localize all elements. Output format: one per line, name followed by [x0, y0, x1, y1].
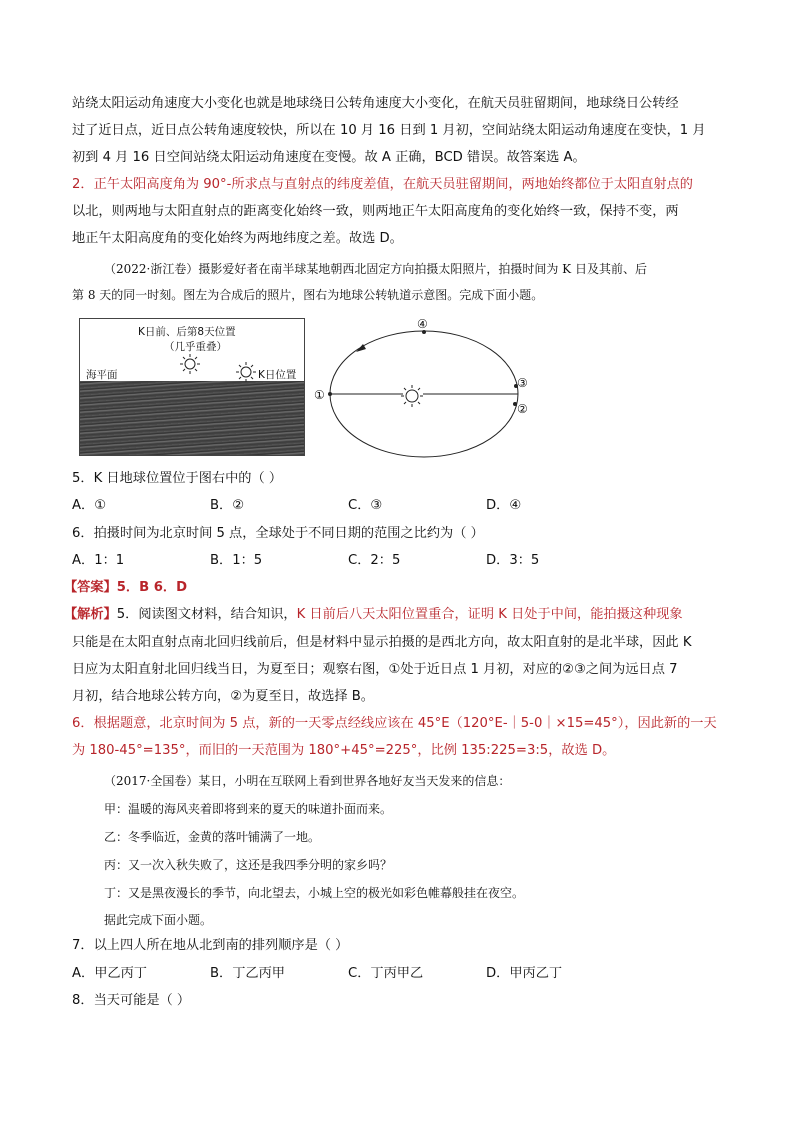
question-stem: 7．以上四人所在地从北到南的排列顺序是（ ） [72, 938, 349, 953]
sun-icon [401, 385, 423, 407]
option-a: A．① [72, 498, 107, 513]
message-line: 丁：又是黑夜漫长的季节，向北望去，小城上空的极光如彩色帷幕般挂在夜空。 [104, 886, 525, 900]
option-c: C．③ [348, 498, 383, 513]
question-stem: 5．K 日地球位置位于图右中的（ ） [72, 471, 283, 486]
position-label: ① [314, 388, 325, 402]
text-line: 过了近日点，近日点公转角速度较快，所以在 10 月 16 日到 1 月初，空间站绕太阳运动角速度在变快，1 月 [72, 123, 706, 138]
position-label: ② [517, 402, 528, 416]
figure-label: K日前、后第8天位置 [138, 326, 236, 338]
option-c: C．2：5 [348, 553, 401, 568]
option-d: D．甲丙乙丁 [486, 966, 563, 981]
figure-label: 海平面 [86, 369, 118, 381]
figure-label: （几乎重叠） [164, 341, 227, 353]
text-line: 以北，则两地与太阳直射点的距离变化始终一致，则两地正午太阳高度角的变化始终一致，保持不变，两 [72, 204, 679, 219]
sun-icon [236, 362, 256, 382]
source-tag: （2017·全国卷） [104, 774, 199, 788]
orbit-diagram [308, 318, 538, 460]
position-label: ④ [417, 318, 428, 331]
option-b: B．② [210, 498, 245, 513]
text-line: 地正午太阳高度角的变化始终为两地纬度之差。故选 D。 [72, 231, 403, 246]
message-line: 乙：冬季临近，金黄的落叶铺满了一地。 [104, 830, 321, 844]
question-stem: 8．当天可能是（ ） [72, 993, 191, 1008]
message-line: 丙：又一次入秋失败了，这还是我四季分明的家乡吗？ [104, 858, 393, 872]
question-intro: （2017·全国卷）某日，小明在互联网上看到世界各地好友当天发来的信息： [104, 774, 511, 788]
option-a: A．甲乙丙丁 [72, 966, 147, 981]
answer-line [64, 578, 187, 598]
sun-icons [80, 319, 304, 383]
sun-photo-figure [79, 318, 305, 456]
analysis-line: 只能是在太阳直射点南北回归线前后，但是材料中显示拍摄的是西北方向，故太阳直射的是北半球，因此 K [72, 635, 692, 650]
analysis-line: 为 180-45°=135°，而旧的一天范围为 180°+45°=225°，比例 135:225=3:5，故选 D。 [72, 743, 616, 758]
message-line: 甲：温暖的海风夹着即将到来的夏天的味道扑面而来。 [104, 802, 393, 816]
option-b: B．丁乙丙甲 [210, 966, 285, 981]
source-tag: （2022·浙江卷） [104, 262, 199, 276]
analysis-line: 【解析】5．阅读图文材料，结合知识，K 日前后八天太阳位置重合，证明 K 日处于中间，能拍摄这种现象 [64, 607, 683, 622]
option-d: D．④ [486, 498, 522, 513]
question-intro-cont: 第 8 天的同一时刻。图左为合成后的照片，图右为地球公转轨道示意图。完成下面小题。 [72, 288, 544, 302]
text-line: 初到 4 月 16 日空间站绕太阳运动角速度在变慢。故 A 正确，BCD 错误。故答案选 A。 [72, 150, 586, 165]
option-b: B．1：5 [210, 553, 263, 568]
sun-icon [180, 354, 200, 374]
analysis-line: 6．根据题意，北京时间为 5 点，新的一天零点经线应该在 45°E（120°E-｜5-0｜×15=45°），因此新的一天 [72, 716, 717, 731]
text-line: 2．正午太阳高度角为 90°-所求点与直射点的纬度差值，在航天员驻留期间，两地始终都位于太阳直射点的 [72, 177, 693, 192]
answer-label: 【答案】 [64, 580, 117, 595]
option-a: A．1：1 [72, 553, 125, 568]
analysis-line: 月初，结合地球公转方向，②为夏至日，故选择 B。 [72, 689, 374, 704]
position-label: ③ [517, 376, 528, 390]
question-stem: 6．拍摄时间为北京时间 5 点，全球处于不同日期的范围之比约为（ ） [72, 526, 484, 541]
option-c: C．丁丙甲乙 [348, 966, 424, 981]
option-d: D．3：5 [486, 553, 540, 568]
answer-text: 5．B 6．D [116, 580, 188, 595]
figure-label: K日位置 [258, 369, 297, 381]
question-intro: （2022·浙江卷）摄影爱好者在南半球某地朝西北固定方向拍摄太阳照片，拍摄时间为 K 日及其前、后 [104, 262, 647, 276]
text-line: 站绕太阳运动角速度大小变化也就是地球绕日公转角速度大小变化，在航天员驻留期间，地球绕日公转经 [72, 96, 679, 111]
question-intro-end: 据此完成下面小题。 [104, 913, 213, 927]
analysis-label: 【解析】 [64, 607, 117, 622]
analysis-line: 日应为太阳直射北回归线当日，为夏至日；观察右图，①处于近日点 1 月初，对应的②③之间为远日点 7 [72, 662, 678, 677]
